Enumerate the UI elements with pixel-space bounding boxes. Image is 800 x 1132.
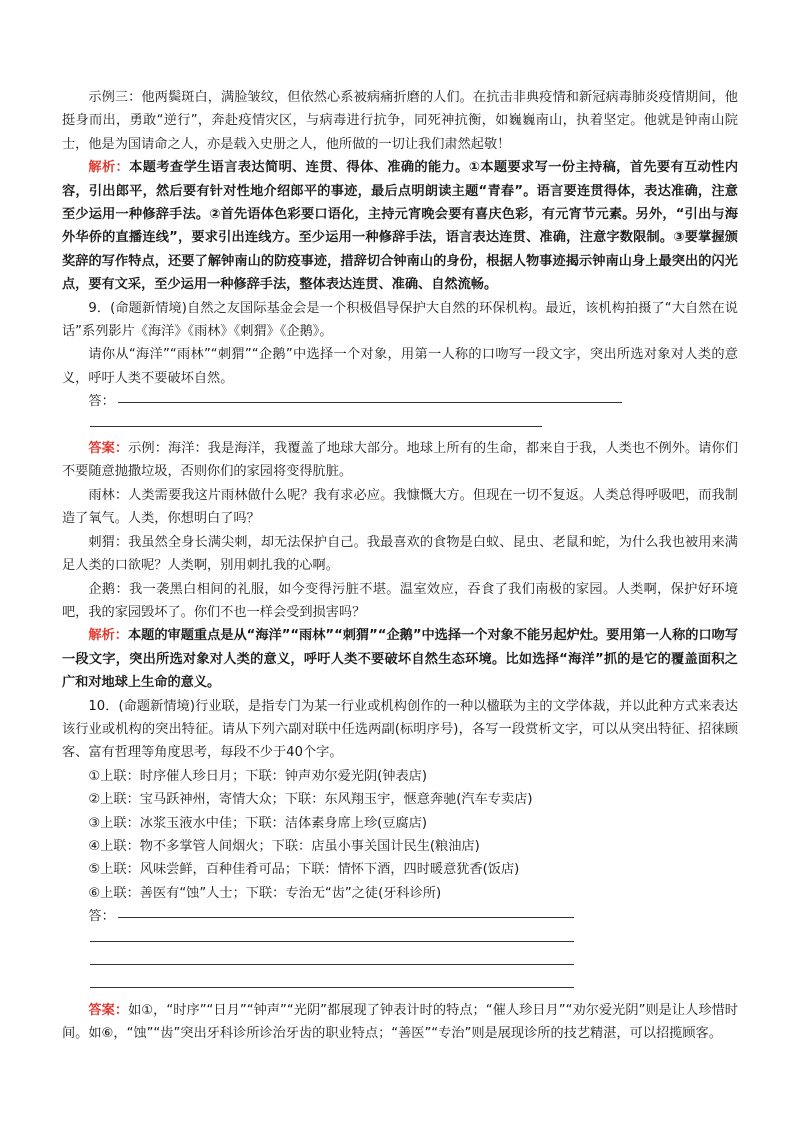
answer-blank-line[interactable] — [62, 975, 738, 998]
answer-text: 示例：海洋：我是海洋，我覆盖了地球大部分。地球上所有的生命，都来自于我，人类也不例外。请你们不要随意抛撒垃圾，否则你们的家园将变得肮脏。 — [62, 441, 739, 480]
couplet-item: ⑥上联：善医有“蚀”人士；下联：专治无“齿”之徒(牙科诊所) — [88, 885, 442, 901]
answer-label: 答案： — [88, 441, 129, 457]
answer-prompt: 答： — [88, 394, 115, 410]
answer-rainforest: 雨林：人类需要我这片雨林做什么呢？我有求必应。我慷慨大方。但现在一切不复返。人类总得呼吸吧，而我制造了氧气。人类，你想明白了吗？ — [62, 487, 738, 527]
analysis-q8 — [62, 156, 738, 296]
answer-blank-line[interactable] — [62, 952, 738, 975]
analysis-text: 本题的审题重点是从“海洋”“雨林”“刺猬”“企鹅”中选择一个对象不能另起炉灶。要用第一人称的口吻写一段文字，突出所选对象对人类的意义，呼吁人类不要破坏自然生态环境。比如选择“海洋”抓的是它的覆盖面积之广和对地球上生命的意义。 — [62, 628, 739, 691]
analysis-text: 本题考查学生语言表达简明、连贯、得体、准确的能力。①本题要求写一份主持稿，首先要有互动性内容，引出郎平，然后要有针对性地介绍郎平的事迹，最后点明朗读主题“青春”。语言要连贯得体，表达准确，注意至少运用一种修辞手法。②首先语体色彩要口语化，主持元宵晚会要有喜庆色彩，有元宵节元素。另外，“引出与海外华侨的直播连线”，要求引出连线方。至少运用一种修辞手法，语言表达连贯、准确，注意字数限制。③要掌握颁奖辞的写作特点，还要了解钟南山的防疫事迹，措辞切合钟南山的身份，根据人物事迹揭示钟南山身上最突出的闪光点，要有文采，至少运用一种修辞手法，整体表达连贯、准确、自然流畅。 — [62, 160, 739, 293]
couplet-item: ①上联：时序催人珍日月；下联：钟声劝尔爱光阴(钟表店) — [88, 768, 428, 784]
answer-hedgehog: 刺猬：我虽然全身长满尖刺，却无法保护自己。我最喜欢的食物是白蚁、昆虫、老鼠和蛇，为什么我也被用来满足人类的口欲呢？人类啊，别用刺扎我的心啊。 — [62, 534, 738, 574]
answer-penguin: 企鹅：我一袭黑白相间的礼服，如今变得污脏不堪。温室效应，吞食了我们南极的家园。人类啊，保护好环境吧，我的家园毁坏了。你们不也一样会受到损害吗？ — [62, 581, 738, 620]
question-9-ask: 请你从“海洋”“雨林”“刺猬”“企鹅”中选择一个对象，用第一人称的口吻写一段文字，突出所选对象对人类的意义，呼吁人类不要破坏自然。 — [62, 347, 738, 386]
answer-text: 如①，“时序”“日月”“钟声”“光阴”都展现了钟表计时的特点；“催人珍日月”“劝尔爱光阴”则是让人珍惜时间。如⑥，“蚀”“齿”突出牙科诊所诊治牙齿的职业特点；“善医”“专治”则是展现诊所的技艺精湛，可以招揽顾客。 — [62, 1002, 738, 1042]
couplet-item: ③上联：冰浆玉液水中佳；下联：洁体素身席上珍(豆腐店) — [88, 815, 428, 831]
answer-prompt: 答： — [88, 909, 115, 925]
answer-q10 — [62, 999, 738, 1046]
document-page — [62, 86, 738, 1046]
analysis-q9 — [62, 624, 738, 694]
answer-blank-line[interactable] — [62, 390, 738, 413]
analysis-label: 解析： — [88, 628, 128, 644]
analysis-label: 解析： — [88, 160, 130, 176]
couplet-item: ②上联：宝马跃神州，寄情大众；下联：东风翔玉宇，惬意奔驰(汽车专卖店) — [88, 792, 533, 808]
answer-blank-line[interactable] — [62, 905, 738, 928]
question-10-stem: 10．(命题新情境)行业联，是指专门为某一行业或机构创作的一种以楹联为主的文学体裁，并以此种方式来表达该行业或机构的突出特征。请从下列六副对联中任选两副(标明序号)，各写一段赏析文字，可以从突出特征、招徕顾客、富有哲理等角度思考，每段不少于40个字。 — [62, 698, 738, 761]
example-three: 示例三：他两鬓斑白，满脸皱纹，但依然心系被病痛折磨的人们。在抗击非典疫情和新冠病毒肺炎疫情期间，他挺身而出，勇敢“逆行”，奔赴疫情灾区，与病毒进行抗争，同死神抗衡，如巍巍南山，执着坚定。他就是钟南山院士，他是为国请命之人，亦是载入史册之人，他所做的一切让我们肃然起敬！ — [62, 90, 738, 152]
answer-blank-line[interactable] — [62, 414, 738, 437]
answer-label: 答案： — [88, 1002, 129, 1018]
answer-blank-line[interactable] — [62, 929, 738, 952]
couplet-item: ⑤上联：风味尝鲜，百种佳肴可品；下联：情怀下酒，四时暖意犹香(饭店) — [88, 862, 520, 878]
question-9-stem: 9．(命题新情境)自然之友国际基金会是一个积极倡导保护大自然的环保机构。最近，该机构拍摄了“大自然在说话”系列影片《海洋》《雨林》《刺猬》《企鹅》。 — [62, 300, 738, 340]
answer-q9 — [62, 437, 738, 484]
couplet-item: ④上联：物不多掌管人间烟火；下联：店虽小事关国计民生(粮油店) — [88, 838, 480, 854]
